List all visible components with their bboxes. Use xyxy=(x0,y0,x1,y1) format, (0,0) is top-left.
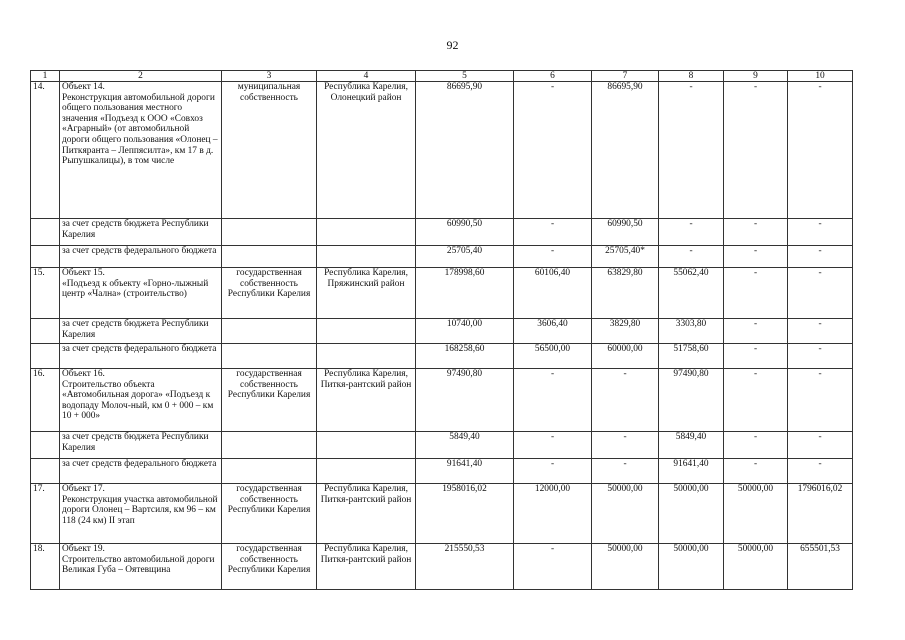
cell-col-1 xyxy=(31,344,60,369)
cell-col-4: Республика Карелия, Пряжинский район xyxy=(317,268,416,319)
cell-col-3 xyxy=(222,246,317,268)
cell-col-2: Объект 16. Строительство объекта «Автомобильная дорога» «Подъезд к водопаду Молоч-ный, км 0 + 000 – км 10 + 000» xyxy=(60,369,222,432)
cell-col-8: 97490,80 xyxy=(659,369,724,432)
cell-col-4: Республика Карелия, Питкя-рантский район xyxy=(317,544,416,590)
cell-col-7: - xyxy=(592,369,659,432)
cell-col-4: Республика Карелия, Питкя-рантский район xyxy=(317,369,416,432)
col-header: 4 xyxy=(317,71,416,82)
cell-col-9: - xyxy=(724,459,788,484)
col-header: 10 xyxy=(788,71,853,82)
cell-col-6: - xyxy=(514,459,592,484)
cell-col-3 xyxy=(222,432,317,459)
table-row xyxy=(31,369,853,432)
cell-col-7: 50000,00 xyxy=(592,544,659,590)
cell-col-2: за счет средств бюджета Республики Карелия xyxy=(60,319,222,344)
table-row xyxy=(31,219,853,246)
cell-col-6: 60106,40 xyxy=(514,268,592,319)
cell-col-10: - xyxy=(788,82,853,219)
cell-col-8: 50000,00 xyxy=(659,544,724,590)
cell-col-2: Объект 14. Реконструкция автомобильной дороги общего пользования местного значения «Подъезд к ООО «Совхоз «Аграрный» (от автомобильной дороги общего пользования «Олонец – Питкяранта – Леппясилта», км 17 в д. Рыпушкалицы), в том числе xyxy=(60,82,222,219)
cell-col-10: - xyxy=(788,246,853,268)
cell-col-10: - xyxy=(788,268,853,319)
cell-col-10: - xyxy=(788,432,853,459)
table-row xyxy=(31,459,853,484)
cell-col-2: Объект 17. Реконструкция участка автомобильной дороги Олонец – Вартсиля, км 96 – км 118 (24 км) II этап xyxy=(60,484,222,544)
table-row xyxy=(31,246,853,268)
table-row xyxy=(31,432,853,459)
page-number: 92 xyxy=(446,38,459,52)
cell-col-8: - xyxy=(659,82,724,219)
cell-col-10: 655501,53 xyxy=(788,544,853,590)
cell-col-9: - xyxy=(724,432,788,459)
cell-col-8: 3303,80 xyxy=(659,319,724,344)
table-row xyxy=(31,319,853,344)
cell-col-10: - xyxy=(788,459,853,484)
cell-col-7: 86695,90 xyxy=(592,82,659,219)
cell-col-6: - xyxy=(514,82,592,219)
cell-col-5: 25705,40 xyxy=(416,246,514,268)
cell-col-6: 56500,00 xyxy=(514,344,592,369)
cell-col-3: государственная собственность Республики Карелия xyxy=(222,544,317,590)
cell-col-4 xyxy=(317,459,416,484)
cell-col-9: - xyxy=(724,369,788,432)
cell-col-5: 10740,00 xyxy=(416,319,514,344)
cell-col-2: Объект 19. Строительство автомобильной дороги Великая Губа – Оятевщина xyxy=(60,544,222,590)
cell-col-6: 12000,00 xyxy=(514,484,592,544)
cell-col-4 xyxy=(317,219,416,246)
col-header: 3 xyxy=(222,71,317,82)
cell-col-6: - xyxy=(514,246,592,268)
col-header: 9 xyxy=(724,71,788,82)
cell-col-10: - xyxy=(788,219,853,246)
col-header: 7 xyxy=(592,71,659,82)
cell-col-5: 91641,40 xyxy=(416,459,514,484)
cell-col-5: 86695,90 xyxy=(416,82,514,219)
cell-col-7: 60990,50 xyxy=(592,219,659,246)
cell-col-4 xyxy=(317,432,416,459)
cell-col-2: за счет средств федерального бюджета xyxy=(60,344,222,369)
col-header: 8 xyxy=(659,71,724,82)
cell-col-5: 168258,60 xyxy=(416,344,514,369)
cell-col-3: государственная собственность Республики Карелия xyxy=(222,369,317,432)
cell-col-3: государственная собственность Республики Карелия xyxy=(222,484,317,544)
cell-col-7: 50000,00 xyxy=(592,484,659,544)
cell-col-8: 50000,00 xyxy=(659,484,724,544)
cell-col-1 xyxy=(31,432,60,459)
cell-col-2: за счет средств федерального бюджета xyxy=(60,246,222,268)
cell-col-4: Республика Карелия, Питкя-рантский район xyxy=(317,484,416,544)
cell-col-8: 55062,40 xyxy=(659,268,724,319)
cell-col-4 xyxy=(317,344,416,369)
cell-col-2: Объект 15. «Подъезд к объекту «Горно-лыжный центр «Чална» (строительство) xyxy=(60,268,222,319)
cell-col-3 xyxy=(222,459,317,484)
cell-col-10: - xyxy=(788,369,853,432)
cell-col-7: - xyxy=(592,432,659,459)
cell-col-9: - xyxy=(724,268,788,319)
cell-col-3 xyxy=(222,344,317,369)
cell-col-8: - xyxy=(659,246,724,268)
cell-col-3: государственная собственность Республики Карелия xyxy=(222,268,317,319)
cell-col-7: 60000,00 xyxy=(592,344,659,369)
cell-col-8: - xyxy=(659,219,724,246)
cell-col-8: 5849,40 xyxy=(659,432,724,459)
cell-col-2: за счет средств бюджета Республики Карелия xyxy=(60,432,222,459)
cell-col-9: - xyxy=(724,344,788,369)
table-row xyxy=(31,268,853,319)
cell-col-5: 97490,80 xyxy=(416,369,514,432)
cell-col-7: - xyxy=(592,459,659,484)
cell-col-4 xyxy=(317,319,416,344)
cell-col-1: 17. xyxy=(31,484,60,544)
cell-col-9: 50000,00 xyxy=(724,484,788,544)
cell-col-4 xyxy=(317,246,416,268)
table-row xyxy=(31,544,853,590)
cell-col-5: 5849,40 xyxy=(416,432,514,459)
cell-col-9: - xyxy=(724,319,788,344)
cell-col-9: 50000,00 xyxy=(724,544,788,590)
col-header: 6 xyxy=(514,71,592,82)
cell-col-1: 18. xyxy=(31,544,60,590)
cell-col-1 xyxy=(31,319,60,344)
cell-col-1: 15. xyxy=(31,268,60,319)
table-row xyxy=(31,344,853,369)
cell-col-6: - xyxy=(514,432,592,459)
col-header: 1 xyxy=(31,71,60,82)
cell-col-5: 178998,60 xyxy=(416,268,514,319)
table-row xyxy=(31,484,853,544)
cell-col-1 xyxy=(31,246,60,268)
cell-col-5: 1958016,02 xyxy=(416,484,514,544)
cell-col-1 xyxy=(31,219,60,246)
cell-col-3: муниципальная собственность xyxy=(222,82,317,219)
cell-col-2: за счет средств федерального бюджета xyxy=(60,459,222,484)
cell-col-5: 215550,53 xyxy=(416,544,514,590)
column-number-row xyxy=(31,71,853,82)
cell-col-6: 3606,40 xyxy=(514,319,592,344)
cell-col-9: - xyxy=(724,246,788,268)
cell-col-9: - xyxy=(724,82,788,219)
cell-col-7: 3829,80 xyxy=(592,319,659,344)
cell-col-7: 25705,40* xyxy=(592,246,659,268)
cell-col-2: за счет средств бюджета Республики Карелия xyxy=(60,219,222,246)
cell-col-8: 91641,40 xyxy=(659,459,724,484)
col-header: 2 xyxy=(60,71,222,82)
cell-col-6: - xyxy=(514,219,592,246)
cell-col-9: - xyxy=(724,219,788,246)
cell-col-3 xyxy=(222,319,317,344)
cell-col-6: - xyxy=(514,369,592,432)
cell-col-3 xyxy=(222,219,317,246)
cell-col-1: 14. xyxy=(31,82,60,219)
cell-col-1: 16. xyxy=(31,369,60,432)
cell-col-10: - xyxy=(788,344,853,369)
cell-col-10: 1796016,02 xyxy=(788,484,853,544)
col-header: 5 xyxy=(416,71,514,82)
cell-col-5: 60990,50 xyxy=(416,219,514,246)
investment-objects-table xyxy=(30,70,853,590)
cell-col-8: 51758,60 xyxy=(659,344,724,369)
cell-col-4: Республика Карелия, Олонецкий район xyxy=(317,82,416,219)
table-row xyxy=(31,82,853,219)
cell-col-6: - xyxy=(514,544,592,590)
cell-col-7: 63829,80 xyxy=(592,268,659,319)
cell-col-10: - xyxy=(788,319,853,344)
cell-col-1 xyxy=(31,459,60,484)
